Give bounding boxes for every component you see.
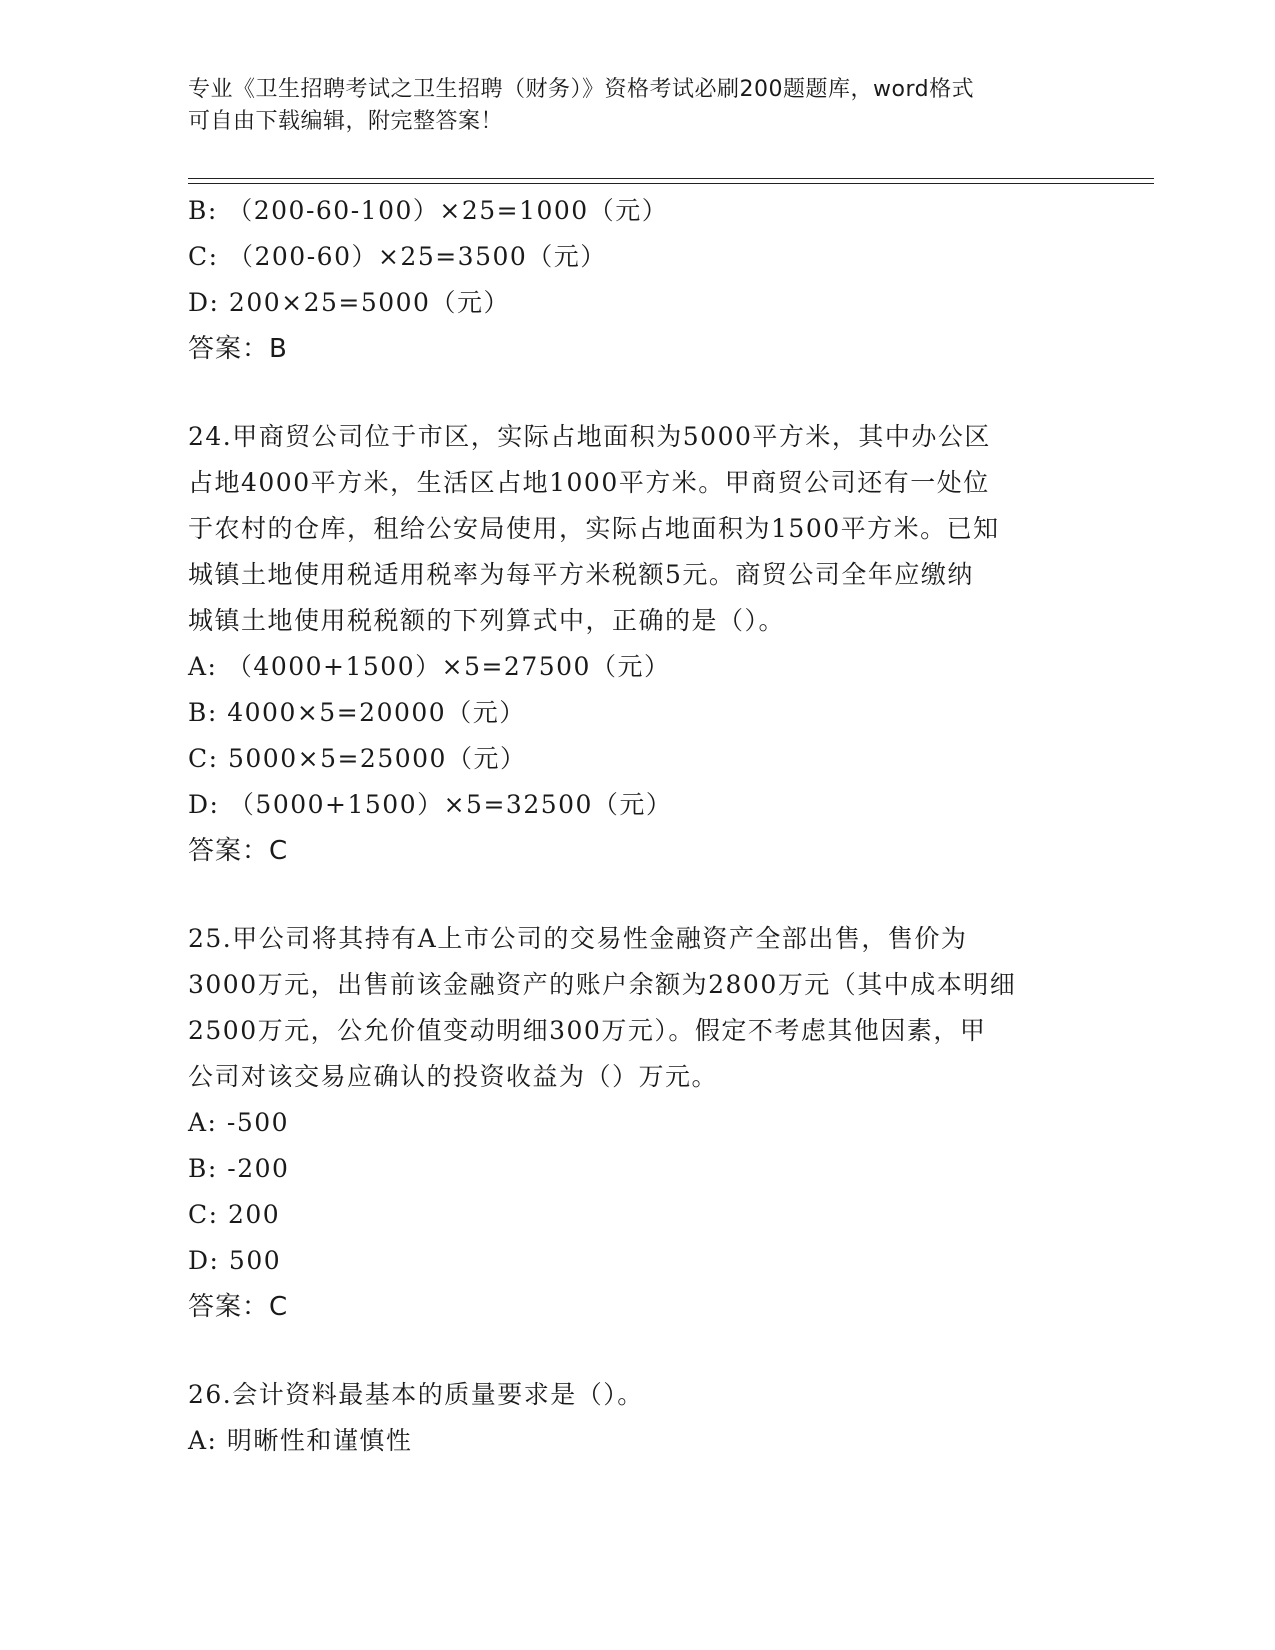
option-c: C: 5000×5=25000（元） bbox=[188, 744, 527, 773]
header-divider bbox=[188, 178, 1154, 184]
option-d: D: 500 bbox=[188, 1246, 282, 1275]
question-stem-line: 3000万元，出售前该金融资产的账户余额为2800万元（其中成本明细 bbox=[188, 970, 1017, 999]
answer: 答案：C bbox=[188, 836, 289, 866]
answer: 答案：B bbox=[188, 334, 288, 364]
option-c: C: （200-60）×25=3500（元） bbox=[188, 242, 607, 271]
question-stem-line: 26.会计资料最基本的质量要求是（）。 bbox=[188, 1380, 644, 1409]
option-b: B: -200 bbox=[188, 1154, 290, 1183]
question-stem-line: 2500万元，公允价值变动明细300万元）。假定不考虑其他因素，甲 bbox=[188, 1016, 987, 1045]
question-stem-line: 占地4000平方米，生活区占地1000平方米。甲商贸公司还有一处位 bbox=[188, 468, 990, 497]
document-body bbox=[188, 188, 1088, 1464]
question-stem-line: 公司对该交易应确认的投资收益为（）万元。 bbox=[188, 1062, 719, 1091]
option-d: D: 200×25=5000（元） bbox=[188, 288, 510, 317]
header-line-1: 专业《卫生招聘考试之卫生招聘（财务）》资格考试必刷200题题库，word格式 bbox=[188, 77, 975, 102]
answer: 答案：C bbox=[188, 1292, 289, 1322]
question-stem-line: 24.甲商贸公司位于市区，实际占地面积为5000平方米，其中办公区 bbox=[188, 422, 991, 451]
option-a: A: 明晰性和谨慎性 bbox=[188, 1426, 413, 1455]
option-a: A: -500 bbox=[188, 1108, 290, 1137]
question-23-tail bbox=[188, 188, 1088, 372]
option-b: B: （200-60-100）×25=1000（元） bbox=[188, 196, 669, 225]
option-c: C: 200 bbox=[188, 1200, 281, 1229]
question-25 bbox=[188, 916, 1088, 1330]
option-b: B: 4000×5=20000（元） bbox=[188, 698, 526, 727]
question-stem-line: 城镇土地使用税税额的下列算式中，正确的是（）。 bbox=[188, 606, 786, 635]
question-stem-line: 25.甲公司将其持有A上市公司的交易性金融资产全部出售，售价为 bbox=[188, 924, 968, 953]
question-26 bbox=[188, 1372, 1088, 1464]
document-header bbox=[188, 74, 1088, 138]
option-a: A: （4000+1500）×5=27500（元） bbox=[188, 652, 671, 681]
question-stem-line: 于农村的仓库，租给公安局使用，实际占地面积为1500平方米。已知 bbox=[188, 514, 1000, 543]
question-stem-line: 城镇土地使用税适用税率为每平方米税额5元。商贸公司全年应缴纳 bbox=[188, 560, 974, 589]
question-24 bbox=[188, 414, 1088, 874]
option-d: D: （5000+1500）×5=32500（元） bbox=[188, 790, 673, 819]
header-line-2: 可自由下载编辑，附完整答案！ bbox=[188, 109, 504, 134]
